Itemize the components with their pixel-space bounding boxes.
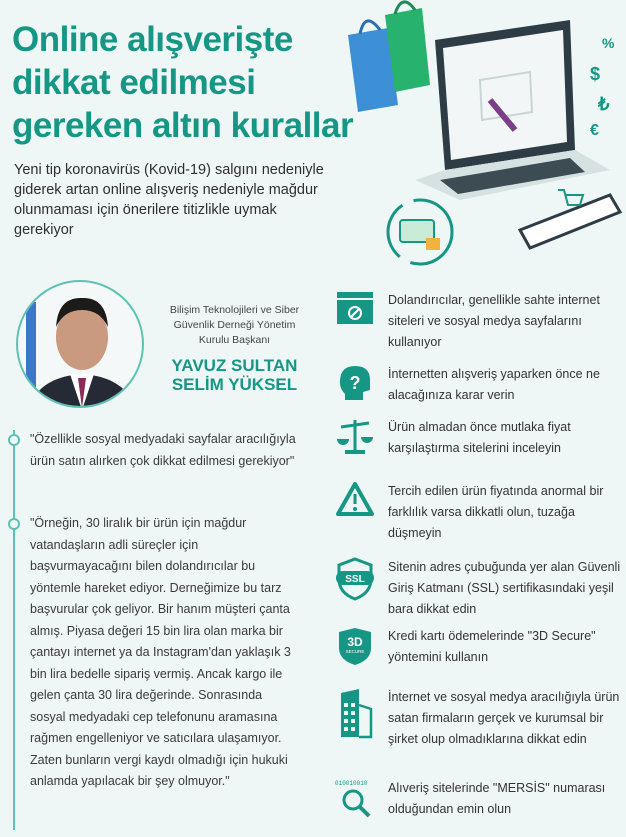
ssl-shield-icon (335, 557, 375, 601)
warning-icon (335, 481, 375, 517)
timeline-dot (8, 518, 20, 530)
rule-text: Kredi kartı ödemelerinde "3D Secure" yöntemini kullanın (388, 629, 596, 664)
title-line: Online alışverişte (12, 20, 293, 59)
speaker-organization: Bilişim Teknolojileri ve Siber Güvenlik Derneği Yönetim Kurulu Başkanı (169, 304, 300, 346)
svg-text:SECURE: SECURE (345, 649, 365, 654)
rule-item (330, 417, 626, 459)
svg-text:$: $ (590, 64, 601, 84)
rule-text: Sitenin adres çubuğunda yer alan Güvenli Giriş Katmanı (SSL) sertifikasındaki yeşil bara dikkat edin (388, 560, 621, 616)
timeline-line (13, 430, 15, 830)
rule-item (330, 481, 626, 544)
svg-text:?: ? (349, 373, 361, 393)
svg-text:₺: ₺ (598, 94, 610, 114)
title-line: gereken altın kurallar (12, 106, 354, 145)
rule-text: Ürün almadan önce mutlaka fiyat karşılaştırma sitelerini inceleyin (388, 420, 571, 455)
rule-text: Tercih edilen ürün fiyatında anormal bir farklılık varsa dikkatli olun, tuzağa düşmeyin (388, 484, 604, 540)
name-line: SELİM YÜKSEL (171, 375, 298, 394)
rule-text: İnternet ve sosyal medya aracılığıyla ürün satan firmaların gerçek ve kurumsal bir şirket olup olmadıklarına dikkat edin (388, 690, 620, 746)
quote-1: "Özellikle sosyal medyadaki sayfalar aracılığıyla ürün satın alırken çok dikkat edilmesi gerekiyor" (30, 432, 296, 468)
3d-secure-shield-icon (337, 626, 373, 666)
card-payment-icon (388, 200, 452, 264)
online-shopping-illustration (340, 0, 626, 280)
rule-item (330, 290, 626, 353)
subtitle: Yeni tip koronavirüs (Kovid-19) salgını nedeniyle giderek artan online alışveriş nedeniyle mağdur olunmaması için önerilere titizlikle uymak gerekiyor (14, 162, 324, 238)
shopping-bags-icon (348, 2, 430, 112)
svg-text:SSL: SSL (345, 574, 365, 585)
question-head-icon (337, 364, 373, 402)
scale-icon (335, 417, 375, 457)
building-icon (337, 687, 373, 739)
svg-text:3D: 3D (347, 635, 363, 649)
name-line: YAVUZ SULTAN (171, 356, 298, 375)
person-portrait (18, 282, 144, 408)
svg-text:010010010: 010010010 (335, 780, 368, 787)
currency-symbols (590, 35, 615, 139)
page-title (12, 18, 353, 147)
rule-item (330, 557, 626, 620)
cart-icon (558, 190, 583, 205)
rule-item (330, 687, 626, 750)
binary-search-icon (333, 778, 377, 818)
smartphone-icon (520, 195, 620, 248)
quote-2: "Örneğin, 30 liralık bir ürün için mağdur vatandaşların adli süreçler için başvurmayacağını bilen dolandırıcılar bu yöntemle hareket ediyor. Derneğimize bu tarz başvurular çok geliyor. Bir hanım müşteri çanta almış. Piyasa değeri 15 bin lira olan marka bir çantayı internet ya da Instagram'dan yaklaşık 3 bin lira bedelle sipariş vermiş. Ancak kargo ile gelen çanta 30 lira değerinde. Sonrasında sosyal medyadaki cep telefonunu aramasına rağmen engelleniyor ve satıcılara ulaşamıyor. Zaten bunların vergi kaydı olmadığı için hukuki anlamda yapılacak bir şey olmuyor." (30, 516, 291, 788)
rule-text: Dolandırıcılar, genellikle sahte internet siteleri ve sosyal medya sayfalarını kullanıyor (388, 293, 600, 349)
laptop-icon (415, 20, 610, 200)
blocked-website-icon (335, 290, 375, 326)
rule-item (330, 626, 626, 668)
title-line: dikkat edilmesi (12, 63, 256, 102)
rule-item (330, 364, 626, 406)
rule-item (330, 778, 626, 820)
timeline-dot (8, 434, 20, 446)
svg-text:%: % (602, 35, 615, 51)
svg-text:€: € (590, 122, 599, 139)
rule-text: Alıveriş sitelerinde "MERSİS" numarası olduğundan emin olun (388, 781, 606, 816)
rule-text: İnternetten alışveriş yaparken önce ne alacağınıza karar verin (388, 367, 600, 402)
speaker-photo (16, 280, 144, 408)
speaker-name (162, 356, 307, 394)
